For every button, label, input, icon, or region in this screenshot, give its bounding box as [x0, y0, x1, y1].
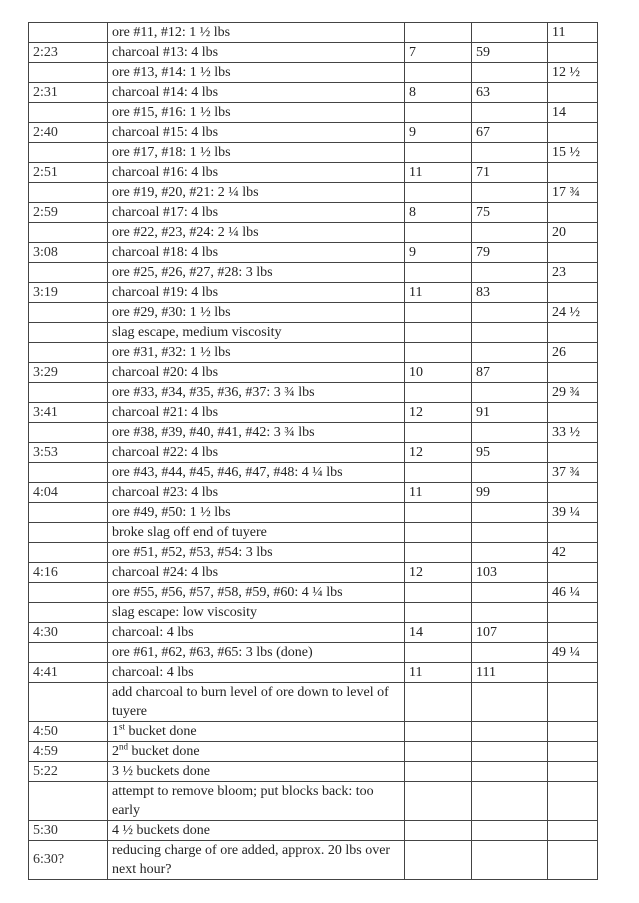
charcoal-total-cell	[472, 463, 548, 483]
note-cell: ore #38, #39, #40, #41, #42: 3 ¾ lbs	[108, 423, 405, 443]
note-cell: reducing charge of ore added, approx. 20 lbs over next hour?	[108, 841, 405, 880]
time-cell: 4:41	[29, 663, 108, 683]
ore-total-cell	[548, 83, 598, 103]
log-row	[29, 603, 598, 623]
note-cell: ore #22, #23, #24: 2 ¼ lbs	[108, 223, 405, 243]
log-row	[29, 423, 598, 443]
ore-total-cell	[548, 523, 598, 543]
charcoal-total-cell: 67	[472, 123, 548, 143]
charcoal-total-cell: 75	[472, 203, 548, 223]
ore-total-cell	[548, 403, 598, 423]
note-cell: ore #19, #20, #21: 2 ¼ lbs	[108, 183, 405, 203]
time-cell	[29, 183, 108, 203]
charcoal-total-cell	[472, 603, 548, 623]
time-cell: 2:51	[29, 163, 108, 183]
log-row	[29, 23, 598, 43]
note-ordinal-suffix: st	[119, 721, 126, 732]
time-cell: 4:04	[29, 483, 108, 503]
charcoal-total-cell	[472, 683, 548, 722]
log-row	[29, 563, 598, 583]
ore-total-cell	[548, 603, 598, 623]
note-cell: charcoal: 4 lbs	[108, 623, 405, 643]
ore-total-cell	[548, 243, 598, 263]
time-cell	[29, 463, 108, 483]
time-cell: 2:40	[29, 123, 108, 143]
smelt-log-table	[28, 22, 598, 880]
ore-total-cell	[548, 841, 598, 880]
note-cell: add charcoal to burn level of ore down to level of tuyere	[108, 683, 405, 722]
log-row	[29, 503, 598, 523]
time-cell: 5:22	[29, 762, 108, 782]
note-cell: charcoal #20: 4 lbs	[108, 363, 405, 383]
log-row	[29, 683, 598, 722]
note-cell	[108, 742, 405, 762]
time-cell	[29, 103, 108, 123]
log-row	[29, 283, 598, 303]
note-cell: ore #31, #32: 1 ½ lbs	[108, 343, 405, 363]
ore-total-cell: 12 ½	[548, 63, 598, 83]
time-cell	[29, 643, 108, 663]
time-cell: 3:29	[29, 363, 108, 383]
note-cell: slag escape, medium viscosity	[108, 323, 405, 343]
time-cell	[29, 23, 108, 43]
charcoal-total-cell: 107	[472, 623, 548, 643]
charcoal-total-cell	[472, 23, 548, 43]
log-row	[29, 722, 598, 742]
time-cell: 4:30	[29, 623, 108, 643]
log-row	[29, 263, 598, 283]
note-cell: ore #29, #30: 1 ½ lbs	[108, 303, 405, 323]
ore-total-cell	[548, 722, 598, 742]
charcoal-weight-cell: 12	[405, 563, 472, 583]
ore-total-cell	[548, 43, 598, 63]
note-cell: ore #55, #56, #57, #58, #59, #60: 4 ¼ lbs	[108, 583, 405, 603]
note-cell: charcoal #18: 4 lbs	[108, 243, 405, 263]
ore-total-cell: 15 ½	[548, 143, 598, 163]
charcoal-total-cell	[472, 722, 548, 742]
log-row	[29, 821, 598, 841]
charcoal-total-cell	[472, 643, 548, 663]
time-cell: 3:53	[29, 443, 108, 463]
note-cell: charcoal #21: 4 lbs	[108, 403, 405, 423]
charcoal-total-cell	[472, 762, 548, 782]
time-cell	[29, 543, 108, 563]
note-cell: charcoal #14: 4 lbs	[108, 83, 405, 103]
charcoal-weight-cell	[405, 343, 472, 363]
note-cell	[108, 722, 405, 742]
time-cell: 5:30	[29, 821, 108, 841]
note-cell: ore #11, #12: 1 ½ lbs	[108, 23, 405, 43]
charcoal-weight-cell	[405, 722, 472, 742]
charcoal-total-cell: 63	[472, 83, 548, 103]
log-row	[29, 841, 598, 880]
charcoal-weight-cell	[405, 603, 472, 623]
log-row	[29, 663, 598, 683]
log-row	[29, 103, 598, 123]
ore-total-cell: 37 ¾	[548, 463, 598, 483]
ore-total-cell	[548, 443, 598, 463]
charcoal-weight-cell: 9	[405, 243, 472, 263]
time-cell	[29, 782, 108, 821]
ore-total-cell: 23	[548, 263, 598, 283]
log-row	[29, 203, 598, 223]
charcoal-total-cell	[472, 143, 548, 163]
charcoal-total-cell	[472, 303, 548, 323]
charcoal-total-cell	[472, 841, 548, 880]
log-row	[29, 523, 598, 543]
note-cell: ore #43, #44, #45, #46, #47, #48: 4 ¼ lbs	[108, 463, 405, 483]
charcoal-total-cell: 95	[472, 443, 548, 463]
charcoal-total-cell: 59	[472, 43, 548, 63]
log-row	[29, 782, 598, 821]
log-row	[29, 83, 598, 103]
ore-total-cell	[548, 762, 598, 782]
charcoal-weight-cell	[405, 782, 472, 821]
ore-total-cell: 11	[548, 23, 598, 43]
ore-total-cell: 46 ¼	[548, 583, 598, 603]
charcoal-weight-cell: 7	[405, 43, 472, 63]
log-row	[29, 143, 598, 163]
charcoal-total-cell	[472, 523, 548, 543]
log-row	[29, 443, 598, 463]
log-row	[29, 243, 598, 263]
charcoal-weight-cell: 11	[405, 483, 472, 503]
log-row	[29, 623, 598, 643]
charcoal-weight-cell: 11	[405, 663, 472, 683]
log-row	[29, 762, 598, 782]
charcoal-total-cell: 111	[472, 663, 548, 683]
charcoal-weight-cell	[405, 143, 472, 163]
log-row	[29, 323, 598, 343]
charcoal-weight-cell	[405, 383, 472, 403]
charcoal-total-cell	[472, 782, 548, 821]
charcoal-total-cell	[472, 63, 548, 83]
charcoal-weight-cell	[405, 523, 472, 543]
charcoal-weight-cell: 11	[405, 283, 472, 303]
ore-total-cell	[548, 323, 598, 343]
charcoal-weight-cell	[405, 183, 472, 203]
charcoal-weight-cell	[405, 503, 472, 523]
charcoal-total-cell	[472, 583, 548, 603]
charcoal-total-cell	[472, 263, 548, 283]
note-cell: charcoal #16: 4 lbs	[108, 163, 405, 183]
charcoal-total-cell: 79	[472, 243, 548, 263]
ore-total-cell: 24 ½	[548, 303, 598, 323]
charcoal-weight-cell	[405, 742, 472, 762]
note-ordinal: 1	[112, 724, 119, 739]
log-row	[29, 63, 598, 83]
charcoal-weight-cell	[405, 762, 472, 782]
ore-total-cell	[548, 203, 598, 223]
log-row	[29, 483, 598, 503]
charcoal-weight-cell: 10	[405, 363, 472, 383]
note-cell: slag escape: low viscosity	[108, 603, 405, 623]
note-cell: ore #49, #50: 1 ½ lbs	[108, 503, 405, 523]
time-cell	[29, 523, 108, 543]
log-row	[29, 123, 598, 143]
time-cell: 3:08	[29, 243, 108, 263]
ore-total-cell: 42	[548, 543, 598, 563]
charcoal-weight-cell: 8	[405, 203, 472, 223]
charcoal-weight-cell: 8	[405, 83, 472, 103]
note-cell: ore #15, #16: 1 ½ lbs	[108, 103, 405, 123]
note-cell: charcoal #22: 4 lbs	[108, 443, 405, 463]
charcoal-weight-cell	[405, 323, 472, 343]
note-cell: charcoal #23: 4 lbs	[108, 483, 405, 503]
time-cell: 2:59	[29, 203, 108, 223]
charcoal-total-cell	[472, 323, 548, 343]
charcoal-weight-cell: 12	[405, 443, 472, 463]
charcoal-total-cell	[472, 343, 548, 363]
log-row	[29, 183, 598, 203]
ore-total-cell: 17 ¾	[548, 183, 598, 203]
time-cell	[29, 263, 108, 283]
ore-total-cell: 20	[548, 223, 598, 243]
smelt-log-body	[29, 23, 598, 880]
charcoal-total-cell	[472, 183, 548, 203]
ore-total-cell	[548, 623, 598, 643]
ore-total-cell: 33 ½	[548, 423, 598, 443]
ore-total-cell: 29 ¾	[548, 383, 598, 403]
charcoal-weight-cell	[405, 63, 472, 83]
log-row	[29, 643, 598, 663]
note-cell: charcoal #19: 4 lbs	[108, 283, 405, 303]
time-cell	[29, 343, 108, 363]
ore-total-cell: 14	[548, 103, 598, 123]
note-cell: ore #25, #26, #27, #28: 3 lbs	[108, 263, 405, 283]
note-cell: charcoal #24: 4 lbs	[108, 563, 405, 583]
time-cell	[29, 683, 108, 722]
note-cell: attempt to remove bloom; put blocks back: too early	[108, 782, 405, 821]
note-cell: ore #61, #62, #63, #65: 3 lbs (done)	[108, 643, 405, 663]
time-cell: 4:50	[29, 722, 108, 742]
charcoal-total-cell: 99	[472, 483, 548, 503]
note-ordinal: 2	[112, 744, 119, 759]
charcoal-weight-cell: 14	[405, 623, 472, 643]
time-cell: 4:59	[29, 742, 108, 762]
note-cell: charcoal #13: 4 lbs	[108, 43, 405, 63]
charcoal-weight-cell	[405, 543, 472, 563]
charcoal-weight-cell	[405, 263, 472, 283]
ore-total-cell	[548, 123, 598, 143]
time-cell: 2:23	[29, 43, 108, 63]
ore-total-cell	[548, 663, 598, 683]
charcoal-total-cell: 103	[472, 563, 548, 583]
charcoal-weight-cell	[405, 223, 472, 243]
log-row	[29, 383, 598, 403]
ore-total-cell	[548, 742, 598, 762]
log-row	[29, 163, 598, 183]
ore-total-cell	[548, 782, 598, 821]
time-cell	[29, 603, 108, 623]
note-cell: ore #33, #34, #35, #36, #37: 3 ¾ lbs	[108, 383, 405, 403]
charcoal-total-cell: 71	[472, 163, 548, 183]
log-row	[29, 463, 598, 483]
note-cell: 4 ½ buckets done	[108, 821, 405, 841]
charcoal-weight-cell	[405, 683, 472, 722]
note-cell: 3 ½ buckets done	[108, 762, 405, 782]
time-cell	[29, 423, 108, 443]
time-cell	[29, 303, 108, 323]
time-cell	[29, 323, 108, 343]
time-cell	[29, 583, 108, 603]
charcoal-total-cell: 91	[472, 403, 548, 423]
time-cell	[29, 383, 108, 403]
charcoal-weight-cell: 9	[405, 123, 472, 143]
note-cell: ore #51, #52, #53, #54: 3 lbs	[108, 543, 405, 563]
ore-total-cell	[548, 821, 598, 841]
ore-total-cell: 26	[548, 343, 598, 363]
charcoal-weight-cell	[405, 103, 472, 123]
log-row	[29, 43, 598, 63]
log-row	[29, 403, 598, 423]
time-cell: 4:16	[29, 563, 108, 583]
log-row	[29, 223, 598, 243]
charcoal-weight-cell	[405, 303, 472, 323]
charcoal-total-cell	[472, 742, 548, 762]
note-ordinal-suffix: nd	[119, 741, 128, 752]
charcoal-total-cell: 87	[472, 363, 548, 383]
charcoal-total-cell	[472, 821, 548, 841]
time-cell	[29, 223, 108, 243]
charcoal-total-cell	[472, 103, 548, 123]
note-text: bucket done	[125, 724, 197, 739]
charcoal-total-cell	[472, 223, 548, 243]
note-cell: ore #13, #14: 1 ½ lbs	[108, 63, 405, 83]
charcoal-total-cell	[472, 383, 548, 403]
ore-total-cell	[548, 563, 598, 583]
time-cell: 2:31	[29, 83, 108, 103]
ore-total-cell	[548, 683, 598, 722]
charcoal-weight-cell	[405, 841, 472, 880]
ore-total-cell: 39 ¼	[548, 503, 598, 523]
note-text: bucket done	[128, 744, 200, 759]
charcoal-weight-cell: 11	[405, 163, 472, 183]
log-row	[29, 583, 598, 603]
time-cell	[29, 503, 108, 523]
time-cell: 6:30?	[29, 841, 108, 880]
note-cell: charcoal #15: 4 lbs	[108, 123, 405, 143]
ore-total-cell: 49 ¼	[548, 643, 598, 663]
log-row	[29, 543, 598, 563]
log-row	[29, 343, 598, 363]
charcoal-total-cell	[472, 423, 548, 443]
charcoal-weight-cell	[405, 423, 472, 443]
charcoal-total-cell	[472, 543, 548, 563]
charcoal-weight-cell	[405, 463, 472, 483]
log-row	[29, 303, 598, 323]
charcoal-total-cell: 83	[472, 283, 548, 303]
charcoal-total-cell	[472, 503, 548, 523]
ore-total-cell	[548, 163, 598, 183]
ore-total-cell	[548, 483, 598, 503]
charcoal-weight-cell	[405, 821, 472, 841]
time-cell: 3:19	[29, 283, 108, 303]
note-cell: charcoal #17: 4 lbs	[108, 203, 405, 223]
note-cell: charcoal: 4 lbs	[108, 663, 405, 683]
charcoal-weight-cell	[405, 643, 472, 663]
time-cell	[29, 63, 108, 83]
log-row	[29, 742, 598, 762]
charcoal-weight-cell	[405, 583, 472, 603]
time-cell: 3:41	[29, 403, 108, 423]
charcoal-weight-cell	[405, 23, 472, 43]
note-cell: ore #17, #18: 1 ½ lbs	[108, 143, 405, 163]
log-row	[29, 363, 598, 383]
ore-total-cell	[548, 283, 598, 303]
note-cell: broke slag off end of tuyere	[108, 523, 405, 543]
charcoal-weight-cell: 12	[405, 403, 472, 423]
time-cell	[29, 143, 108, 163]
ore-total-cell	[548, 363, 598, 383]
